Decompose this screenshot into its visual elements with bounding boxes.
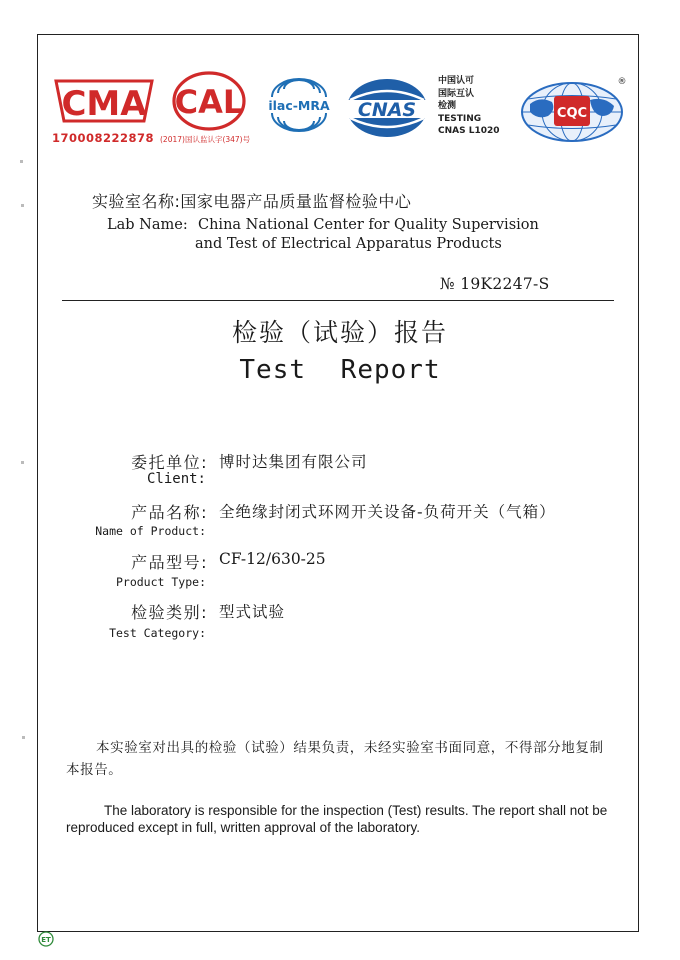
report-title-en: Test Report: [239, 355, 441, 385]
cal-number: (2017)国认监认字(347)号: [160, 135, 251, 144]
lab-name-en-label: Lab Name:: [107, 217, 188, 233]
client-value: 博时达集团有限公司: [219, 453, 368, 471]
product-type-label-en: Product Type:: [115, 575, 206, 589]
cnas-line: CNAS L1020: [438, 126, 500, 136]
scan-speck: [21, 204, 24, 207]
cqc-globe-logo-icon: [516, 74, 628, 144]
et-mark-text: ET: [41, 936, 51, 944]
lab-name-en-line1: China National Center for Quality Supervision: [198, 217, 539, 233]
scan-speck: [22, 736, 25, 739]
test-category-value: 型式试验: [219, 603, 286, 621]
cma-logo-icon: [52, 73, 156, 129]
cal-logo-icon: [170, 70, 248, 132]
divider: [62, 300, 614, 301]
cnas-accreditation-text: [438, 75, 500, 138]
notice-cn: 本实验室对出具的检验（试验）结果负责，未经实验室书面同意，不得部分地复制本报告。: [66, 740, 604, 778]
client-label-cn: 委托单位:: [131, 453, 208, 472]
cma-number: 170008222878: [52, 131, 155, 145]
lab-name-cn-value: 国家电器产品质量监督检验中心: [180, 192, 412, 211]
product-name-label-cn: 产品名称:: [131, 503, 208, 522]
test-category-label-cn: 检验类别:: [131, 603, 208, 622]
cnas-line: 中国认可: [438, 76, 475, 86]
lab-name-cn-label: 实验室名称:: [92, 192, 181, 211]
lab-name-cn: [92, 189, 411, 212]
test-category-label-en: Test Category:: [109, 626, 206, 640]
product-name-value: 全绝缘封闭式环网开关设备-负荷开关（气箱）: [219, 503, 556, 521]
cqc-text: CQC: [556, 106, 588, 121]
cal-letters: CAL: [174, 83, 244, 121]
cnas-logo-icon: [344, 76, 430, 140]
et-mark-icon: [38, 931, 54, 947]
product-type-label-cn: 产品型号:: [131, 553, 208, 572]
notice-en: The laboratory is responsible for the inspection (Test) results. The report shall not be reproduced except in full, written approval of the laboratory.: [66, 803, 608, 835]
scan-speck: [20, 160, 23, 163]
scan-speck: [21, 461, 24, 464]
cnas-line: TESTING: [438, 113, 482, 124]
product-type-value: CF-12/630-25: [219, 550, 326, 568]
product-name-label-en: Name of Product:: [95, 524, 206, 538]
report-number: № 19K2247-S: [440, 275, 550, 293]
cnas-letters: CNAS: [357, 99, 417, 121]
lab-name-en-line2: and Test of Electrical Apparatus Products: [195, 236, 502, 252]
client-label-en: Client:: [146, 471, 206, 487]
ilac-text: ilac-MRA: [268, 98, 330, 113]
registered-mark: ®: [617, 77, 627, 87]
cma-letters: CMA: [61, 84, 147, 124]
cnas-line: 国际互认: [438, 88, 475, 99]
report-title-cn: 检验（试验）报告: [231, 318, 448, 347]
ilac-mra-logo-icon: [262, 71, 336, 139]
cnas-line: 检测: [438, 101, 457, 111]
